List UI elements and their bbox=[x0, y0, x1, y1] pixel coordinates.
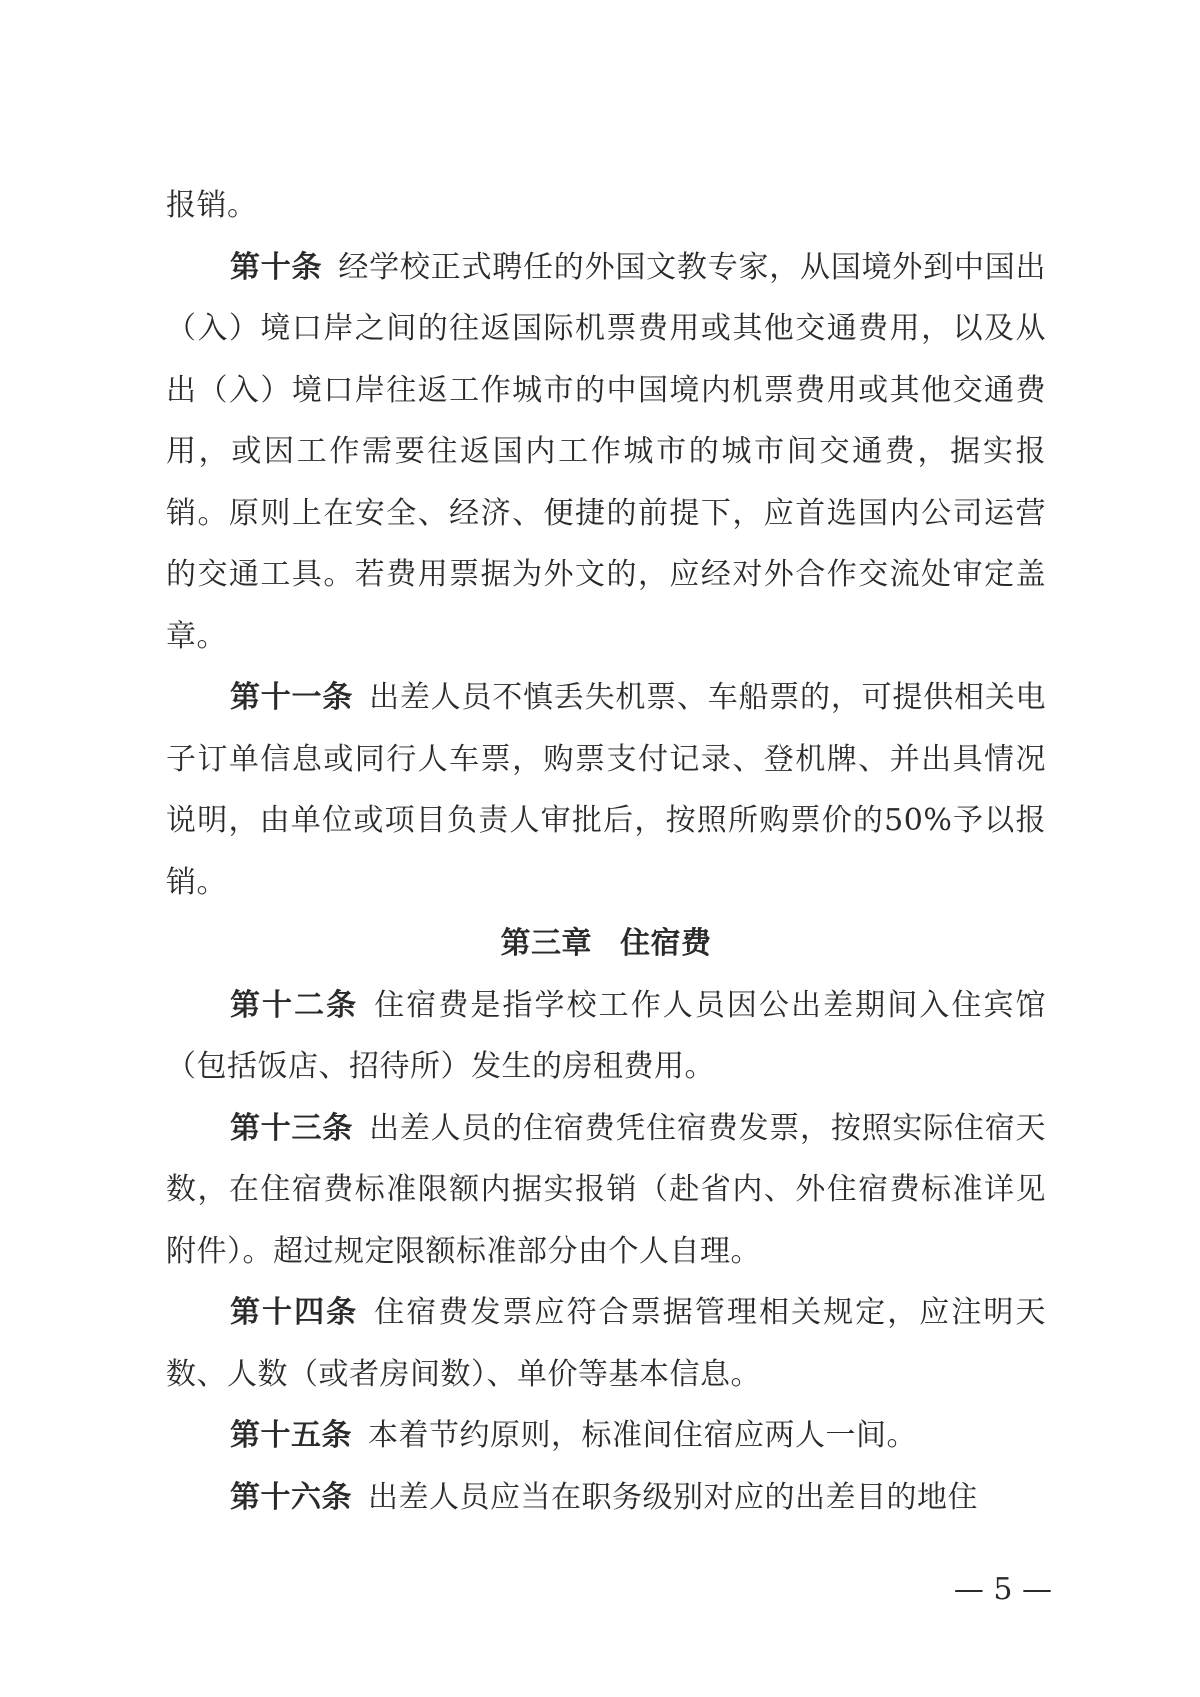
article-10 bbox=[166, 237, 1046, 668]
paragraph-text: 报销。 bbox=[166, 188, 258, 223]
article-text: 住宿费发票应符合票据管理相关规定，应注明天数、人数（或者房间数）、单价等基本信息。 bbox=[166, 1295, 1046, 1392]
article-label: 第十二条 bbox=[230, 987, 359, 1023]
article-label: 第十三条 bbox=[230, 1110, 354, 1146]
article-text: 出差人员的住宿费凭住宿费发票，按照实际住宿天数，在住宿费标准限额内据实报销（赴省内、外住宿费标准详见附件）。超过规定限额标准部分由个人自理。 bbox=[166, 1110, 1047, 1269]
article-13 bbox=[166, 1098, 1046, 1283]
paragraph-continuation bbox=[166, 175, 1046, 237]
page-number: — 5 — bbox=[953, 1572, 1052, 1607]
article-label: 第十一条 bbox=[230, 680, 354, 715]
article-16 bbox=[166, 1467, 1046, 1529]
article-label: 第十五条 bbox=[230, 1418, 352, 1453]
article-text: 经学校正式聘任的外国文教专家，从国境外到中国出（入）境口岸之间的往返国际机票费用或其他交通费用，以及从出（入）境口岸往返工作城市的中国境内机票费用或其他交通费用，或因工作需要往返国内工作城市的城市间交通费，据实报销。原则上在安全、经济、便捷的前提下，应首选国内公司运营的交通工具。若费用票据为外文的，应经对外合作交流处审定盖章。 bbox=[166, 249, 1047, 654]
article-label: 第十四条 bbox=[230, 1295, 359, 1330]
article-11 bbox=[166, 667, 1046, 913]
document-body bbox=[166, 175, 1046, 1528]
article-text: 出差人员不慎丢失机票、车船票的，可提供相关电子订单信息或同行人车票，购票支付记录、登机牌、并出具情况说明，由单位或项目负责人审批后，按照所购票价的50%予以报销。 bbox=[166, 680, 1047, 900]
article-text: 本着节约原则，标准间住宿应两人一间。 bbox=[368, 1418, 917, 1453]
article-text: 住宿费是指学校工作人员因公出差期间入住宾馆（包括饭店、招待所）发生的房租费用。 bbox=[166, 987, 1046, 1084]
article-label: 第十条 bbox=[230, 249, 323, 285]
article-label: 第十六条 bbox=[230, 1479, 352, 1515]
article-14 bbox=[166, 1282, 1046, 1405]
article-15 bbox=[166, 1405, 1046, 1467]
chapter-title: 住宿费 bbox=[620, 926, 712, 961]
article-12 bbox=[166, 975, 1046, 1098]
chapter-heading bbox=[166, 913, 1046, 975]
chapter-label: 第三章 bbox=[500, 926, 592, 961]
article-text: 出差人员应当在职务级别对应的出差目的地住 bbox=[368, 1479, 978, 1515]
